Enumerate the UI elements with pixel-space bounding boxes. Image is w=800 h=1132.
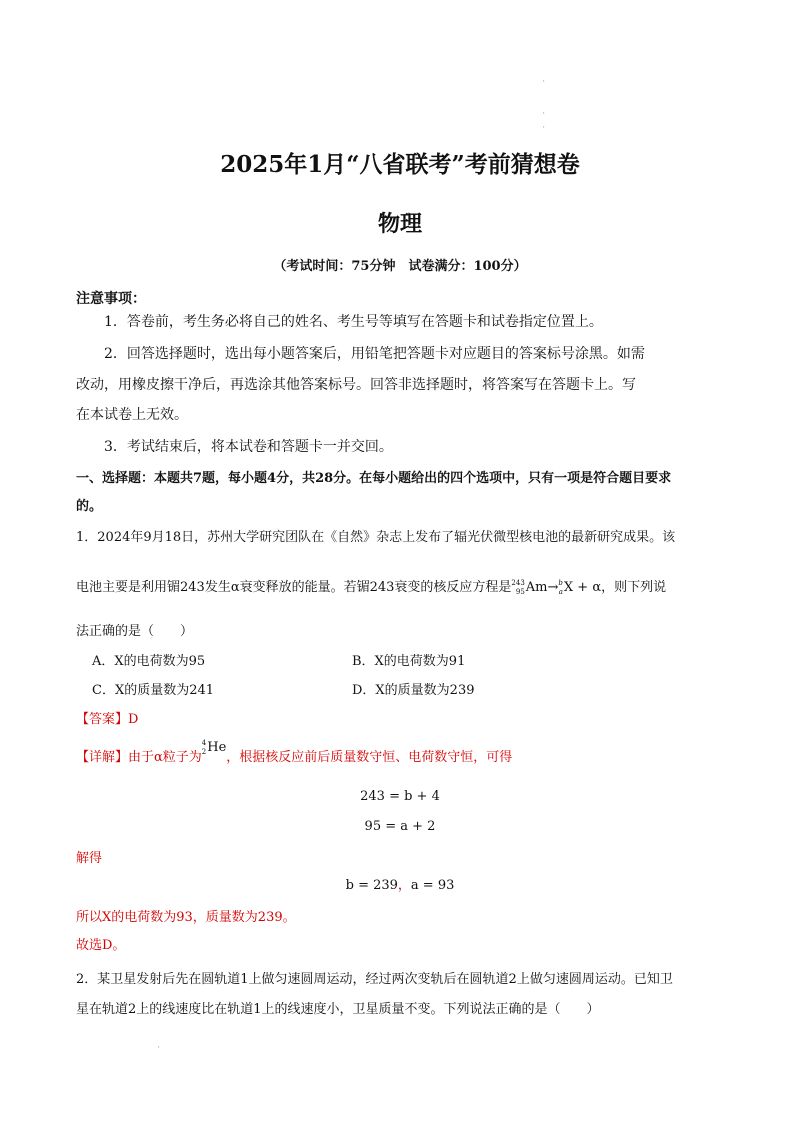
result-b: b = 239 <box>345 878 398 893</box>
margin-mark: ' <box>543 80 545 87</box>
q1-stem-line-2 <box>76 574 666 602</box>
margin-mark: ' <box>543 112 545 119</box>
equation-charge-conservation: 95 = a + 2 <box>364 819 436 834</box>
q2-stem-line-1: 2．某卫星发射后先在圆轨道1上做匀速圆周运动，经过两次变轨后在圆轨道2上做匀速圆周运动。已知卫 <box>76 972 673 987</box>
decay-equation <box>511 580 601 595</box>
answer-label: 【答案】 <box>76 712 129 727</box>
alpha-term: + α <box>577 580 602 595</box>
q1-conclusion: 所以X的电荷数为93，质量数为239。 <box>76 910 296 925</box>
paper-title: 2025年1月“八省联考”考前猜想卷 <box>220 151 580 178</box>
exam-time-info: （考试时间：75分钟 试卷满分：100分） <box>273 259 527 274</box>
notice-item-2-line-2: 改动，用橡皮擦干净后，再选涂其他答案标号。回答非选择题时，将答案写在答题卡上。写 <box>76 377 636 393</box>
x-mass-number: b <box>558 578 563 587</box>
q1-stem-text-pre: 电池主要是利用镅243发生α衰变释放的能量。若镅243衰变的核反应方程是 <box>76 580 512 595</box>
equation-mass-conservation: 243 = b + 4 <box>360 789 440 804</box>
q1-stem-line-3: 法正确的是（ ） <box>76 624 194 639</box>
q1-option-b: B．X的电荷数为91 <box>352 654 466 669</box>
he-symbol: He <box>207 740 227 755</box>
x-nuclide-numbers <box>558 579 562 597</box>
solution-line <box>0 872 800 900</box>
margin-mark: ' <box>158 1046 160 1053</box>
section-heading-line-1: 一、选择题：本题共7题，每小题4分，共28分。在每小题给出的四个选项中，只有一项是符合题目要求 <box>76 471 672 486</box>
q1-answer <box>76 706 138 734</box>
x-charge-number: a <box>558 587 563 596</box>
am-charge-number: 95 <box>515 587 525 596</box>
helium-nuclide <box>201 738 227 765</box>
am-nuclide-numbers <box>511 579 524 597</box>
result-separator: ， <box>397 878 411 893</box>
he-charge-number: 2 <box>201 747 207 756</box>
notice-item-2-line-3: 在本试卷上无效。 <box>76 407 188 423</box>
notice-item-1: 1．答卷前，考生务必将自己的姓名、考生号等填写在答题卡和试卷指定位置上。 <box>104 314 603 330</box>
am-symbol: Am <box>525 580 548 595</box>
section-heading-line-2: 的。 <box>76 499 103 514</box>
q1-detail-line <box>76 738 513 772</box>
q1-option-d: D．X的质量数为239 <box>352 683 475 698</box>
margin-mark: ' <box>543 126 545 133</box>
q1-option-a: A．X的电荷数为95 <box>92 654 206 669</box>
reaction-arrow: → <box>547 580 559 595</box>
detail-label: 【详解】 <box>76 750 129 765</box>
notice-heading: 注意事项： <box>76 291 146 307</box>
answer-value: D <box>128 712 139 727</box>
he-nuclide-numbers <box>202 739 206 757</box>
q1-choose: 故选D。 <box>76 938 126 953</box>
q1-option-c: C．X的质量数为241 <box>92 683 215 698</box>
he-mass-number: 4 <box>201 738 207 747</box>
result-a: a = 93 <box>410 878 455 893</box>
q1-stem-line-1: 1．2024年9月18日，苏州大学研究团队在《自然》杂志上发布了辐光伏微型核电池的最新研究成果。该 <box>76 530 676 545</box>
subject-title: 物理 <box>377 211 422 237</box>
detail-text-pre: 由于α粒子为 <box>128 750 202 765</box>
notice-item-2-line-1: 2．回答选择题时，选出每小题答案后，用铅笔把答题卡对应题目的答案标号涂黑。如需 <box>104 346 645 362</box>
detail-text-post: ，根据核反应前后质量数守恒、电荷数守恒，可得 <box>226 750 513 765</box>
q1-stem-text-post: ，则下列说 <box>601 580 667 595</box>
solve-label: 解得 <box>76 851 103 866</box>
q2-stem-line-2: 星在轨道2上的线速度比在轨道1上的线速度小，卫星质量不变。下列说法正确的是（ ） <box>76 1002 600 1017</box>
notice-item-3: 3．考试结束后，将本试卷和答题卡一并交回。 <box>104 439 393 455</box>
am-mass-number: 243 <box>511 578 525 587</box>
x-symbol: X <box>563 580 574 595</box>
